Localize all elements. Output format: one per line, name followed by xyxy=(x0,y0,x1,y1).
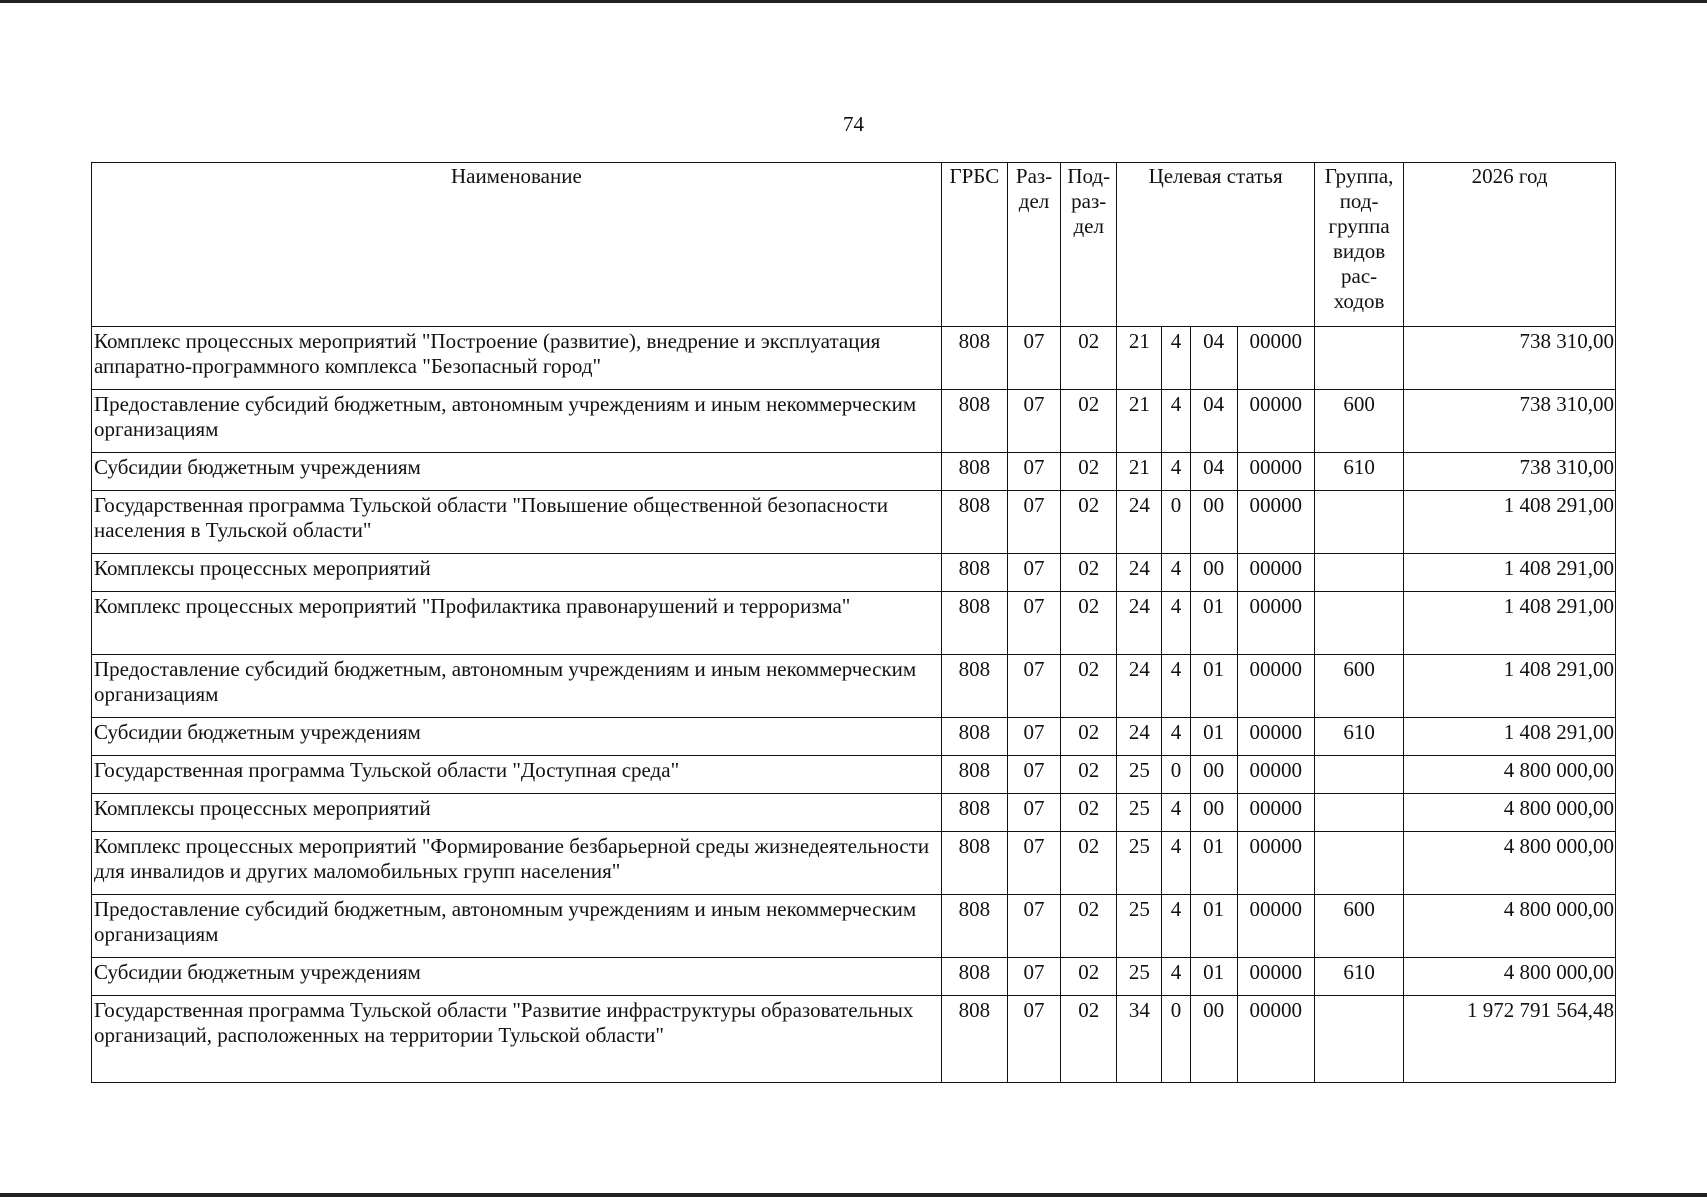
row-target-type: 4 xyxy=(1162,554,1190,592)
row-target-subprogram: 04 xyxy=(1190,453,1237,491)
row-grbs: 808 xyxy=(941,554,1007,592)
row-target-program: 24 xyxy=(1117,592,1162,655)
scan-edge-top xyxy=(0,0,1707,3)
scan-edge-bottom xyxy=(0,1193,1707,1197)
row-razdel: 07 xyxy=(1007,895,1060,958)
row-podrazdel: 02 xyxy=(1061,895,1117,958)
row-podrazdel: 02 xyxy=(1061,756,1117,794)
row-grbs: 808 xyxy=(941,958,1007,996)
row-grbs: 808 xyxy=(941,327,1007,390)
row-target-subprogram: 01 xyxy=(1190,832,1237,895)
header-razdel: Раз-дел xyxy=(1007,163,1060,327)
row-target-program: 24 xyxy=(1117,718,1162,756)
row-expense-group: 610 xyxy=(1314,453,1403,491)
row-target-subprogram: 00 xyxy=(1190,491,1237,554)
header-target-article: Целевая статья xyxy=(1117,163,1315,327)
row-podrazdel: 02 xyxy=(1061,554,1117,592)
row-razdel: 07 xyxy=(1007,491,1060,554)
row-expense-group xyxy=(1314,592,1403,655)
row-expense-group: 600 xyxy=(1314,390,1403,453)
row-target-subprogram: 01 xyxy=(1190,592,1237,655)
row-target-type: 4 xyxy=(1162,592,1190,655)
row-razdel: 07 xyxy=(1007,592,1060,655)
row-amount: 4 800 000,00 xyxy=(1404,832,1616,895)
row-expense-group xyxy=(1314,554,1403,592)
row-target-direction: 00000 xyxy=(1237,390,1314,453)
row-grbs: 808 xyxy=(941,491,1007,554)
row-target-subprogram: 00 xyxy=(1190,996,1237,1083)
row-amount: 4 800 000,00 xyxy=(1404,756,1616,794)
row-target-program: 24 xyxy=(1117,491,1162,554)
row-target-subprogram: 04 xyxy=(1190,327,1237,390)
row-target-direction: 00000 xyxy=(1237,832,1314,895)
row-expense-group xyxy=(1314,327,1403,390)
row-target-type: 4 xyxy=(1162,832,1190,895)
table-row xyxy=(92,996,1616,1083)
row-target-type: 4 xyxy=(1162,453,1190,491)
table-row xyxy=(92,390,1616,453)
table-header-row xyxy=(92,163,1616,327)
row-podrazdel: 02 xyxy=(1061,832,1117,895)
row-grbs: 808 xyxy=(941,718,1007,756)
row-target-type: 4 xyxy=(1162,794,1190,832)
row-amount: 4 800 000,00 xyxy=(1404,794,1616,832)
row-grbs: 808 xyxy=(941,996,1007,1083)
row-target-direction: 00000 xyxy=(1237,554,1314,592)
row-razdel: 07 xyxy=(1007,327,1060,390)
row-expense-group xyxy=(1314,756,1403,794)
header-podrazdel: Под-раз-дел xyxy=(1061,163,1117,327)
row-amount: 1 408 291,00 xyxy=(1404,655,1616,718)
table-row xyxy=(92,718,1616,756)
row-amount: 1 408 291,00 xyxy=(1404,592,1616,655)
row-grbs: 808 xyxy=(941,794,1007,832)
row-razdel: 07 xyxy=(1007,718,1060,756)
row-name: Субсидии бюджетным учреждениям xyxy=(92,453,942,491)
row-target-subprogram: 04 xyxy=(1190,390,1237,453)
row-target-direction: 00000 xyxy=(1237,794,1314,832)
row-name: Комплекс процессных мероприятий "Профилактика правонарушений и терроризма" xyxy=(92,592,942,655)
row-expense-group xyxy=(1314,832,1403,895)
row-target-subprogram: 01 xyxy=(1190,958,1237,996)
row-amount: 1 408 291,00 xyxy=(1404,554,1616,592)
table-row xyxy=(92,756,1616,794)
row-target-program: 25 xyxy=(1117,895,1162,958)
row-target-type: 0 xyxy=(1162,756,1190,794)
row-amount: 738 310,00 xyxy=(1404,390,1616,453)
table-row xyxy=(92,794,1616,832)
row-target-type: 0 xyxy=(1162,996,1190,1083)
row-target-subprogram: 01 xyxy=(1190,718,1237,756)
row-razdel: 07 xyxy=(1007,958,1060,996)
row-target-program: 25 xyxy=(1117,832,1162,895)
row-target-direction: 00000 xyxy=(1237,756,1314,794)
table-row xyxy=(92,453,1616,491)
row-podrazdel: 02 xyxy=(1061,996,1117,1083)
row-target-direction: 00000 xyxy=(1237,958,1314,996)
budget-table xyxy=(91,162,1616,1083)
table-row xyxy=(92,554,1616,592)
row-razdel: 07 xyxy=(1007,655,1060,718)
row-amount: 1 408 291,00 xyxy=(1404,718,1616,756)
row-target-program: 21 xyxy=(1117,390,1162,453)
row-target-type: 4 xyxy=(1162,390,1190,453)
row-razdel: 07 xyxy=(1007,554,1060,592)
row-expense-group: 600 xyxy=(1314,895,1403,958)
row-razdel: 07 xyxy=(1007,390,1060,453)
header-grbs: ГРБС xyxy=(941,163,1007,327)
row-podrazdel: 02 xyxy=(1061,453,1117,491)
table-row xyxy=(92,895,1616,958)
row-razdel: 07 xyxy=(1007,794,1060,832)
row-razdel: 07 xyxy=(1007,453,1060,491)
row-grbs: 808 xyxy=(941,832,1007,895)
row-podrazdel: 02 xyxy=(1061,592,1117,655)
row-target-direction: 00000 xyxy=(1237,895,1314,958)
row-target-program: 21 xyxy=(1117,453,1162,491)
row-razdel: 07 xyxy=(1007,756,1060,794)
row-grbs: 808 xyxy=(941,655,1007,718)
row-expense-group: 610 xyxy=(1314,958,1403,996)
row-name: Субсидии бюджетным учреждениям xyxy=(92,718,942,756)
row-expense-group xyxy=(1314,794,1403,832)
row-razdel: 07 xyxy=(1007,832,1060,895)
row-podrazdel: 02 xyxy=(1061,327,1117,390)
header-expense-group: Группа, под-группа видов рас-ходов xyxy=(1314,163,1403,327)
row-expense-group xyxy=(1314,996,1403,1083)
row-expense-group: 600 xyxy=(1314,655,1403,718)
row-amount: 4 800 000,00 xyxy=(1404,895,1616,958)
row-amount: 738 310,00 xyxy=(1404,453,1616,491)
row-podrazdel: 02 xyxy=(1061,655,1117,718)
row-name: Государственная программа Тульской области "Развитие инфраструктуры образовательных организаций, расположенных на территории Тульской области" xyxy=(92,996,942,1083)
row-grbs: 808 xyxy=(941,756,1007,794)
row-target-program: 24 xyxy=(1117,655,1162,718)
row-name: Государственная программа Тульской области "Доступная среда" xyxy=(92,756,942,794)
row-target-direction: 00000 xyxy=(1237,996,1314,1083)
row-target-subprogram: 00 xyxy=(1190,554,1237,592)
row-target-program: 21 xyxy=(1117,327,1162,390)
row-target-type: 4 xyxy=(1162,958,1190,996)
row-target-type: 4 xyxy=(1162,327,1190,390)
table-row xyxy=(92,655,1616,718)
row-target-direction: 00000 xyxy=(1237,655,1314,718)
row-target-subprogram: 00 xyxy=(1190,794,1237,832)
row-name: Государственная программа Тульской области "Повышение общественной безопасности населения в Тульской области" xyxy=(92,491,942,554)
header-year: 2026 год xyxy=(1404,163,1616,327)
row-podrazdel: 02 xyxy=(1061,718,1117,756)
row-target-type: 0 xyxy=(1162,491,1190,554)
row-amount: 1 408 291,00 xyxy=(1404,491,1616,554)
row-podrazdel: 02 xyxy=(1061,794,1117,832)
row-amount: 1 972 791 564,48 xyxy=(1404,996,1616,1083)
table-row xyxy=(92,327,1616,390)
row-target-type: 4 xyxy=(1162,895,1190,958)
row-razdel: 07 xyxy=(1007,996,1060,1083)
row-podrazdel: 02 xyxy=(1061,390,1117,453)
page-number: 74 xyxy=(843,112,864,136)
row-expense-group: 610 xyxy=(1314,718,1403,756)
row-target-program: 34 xyxy=(1117,996,1162,1083)
row-name: Комплексы процессных мероприятий xyxy=(92,554,942,592)
header-name: Наименование xyxy=(92,163,942,327)
row-podrazdel: 02 xyxy=(1061,491,1117,554)
row-name: Субсидии бюджетным учреждениям xyxy=(92,958,942,996)
row-target-program: 24 xyxy=(1117,554,1162,592)
row-target-direction: 00000 xyxy=(1237,327,1314,390)
row-target-direction: 00000 xyxy=(1237,718,1314,756)
row-target-subprogram: 01 xyxy=(1190,895,1237,958)
row-target-subprogram: 00 xyxy=(1190,756,1237,794)
row-podrazdel: 02 xyxy=(1061,958,1117,996)
table-row xyxy=(92,491,1616,554)
row-name: Комплексы процессных мероприятий xyxy=(92,794,942,832)
row-amount: 4 800 000,00 xyxy=(1404,958,1616,996)
row-target-subprogram: 01 xyxy=(1190,655,1237,718)
row-grbs: 808 xyxy=(941,390,1007,453)
row-target-program: 25 xyxy=(1117,794,1162,832)
row-target-direction: 00000 xyxy=(1237,453,1314,491)
row-expense-group xyxy=(1314,491,1403,554)
row-name: Комплекс процессных мероприятий "Построение (развитие), внедрение и эксплуатация аппаратно-программного комплекса "Безопасный город" xyxy=(92,327,942,390)
row-target-type: 4 xyxy=(1162,718,1190,756)
row-name: Предоставление субсидий бюджетным, автономным учреждениям и иным некоммерческим организациям xyxy=(92,390,942,453)
table-row xyxy=(92,592,1616,655)
row-name: Предоставление субсидий бюджетным, автономным учреждениям и иным некоммерческим организациям xyxy=(92,655,942,718)
row-grbs: 808 xyxy=(941,592,1007,655)
row-grbs: 808 xyxy=(941,453,1007,491)
row-target-program: 25 xyxy=(1117,756,1162,794)
row-name: Предоставление субсидий бюджетным, автономным учреждениям и иным некоммерческим организациям xyxy=(92,895,942,958)
row-target-direction: 00000 xyxy=(1237,592,1314,655)
row-name: Комплекс процессных мероприятий "Формирование безбарьерной среды жизнедеятельности для инвалидов и других маломобильных групп населения" xyxy=(92,832,942,895)
row-grbs: 808 xyxy=(941,895,1007,958)
table-row xyxy=(92,832,1616,895)
row-amount: 738 310,00 xyxy=(1404,327,1616,390)
row-target-type: 4 xyxy=(1162,655,1190,718)
row-target-program: 25 xyxy=(1117,958,1162,996)
table-row xyxy=(92,958,1616,996)
row-target-direction: 00000 xyxy=(1237,491,1314,554)
